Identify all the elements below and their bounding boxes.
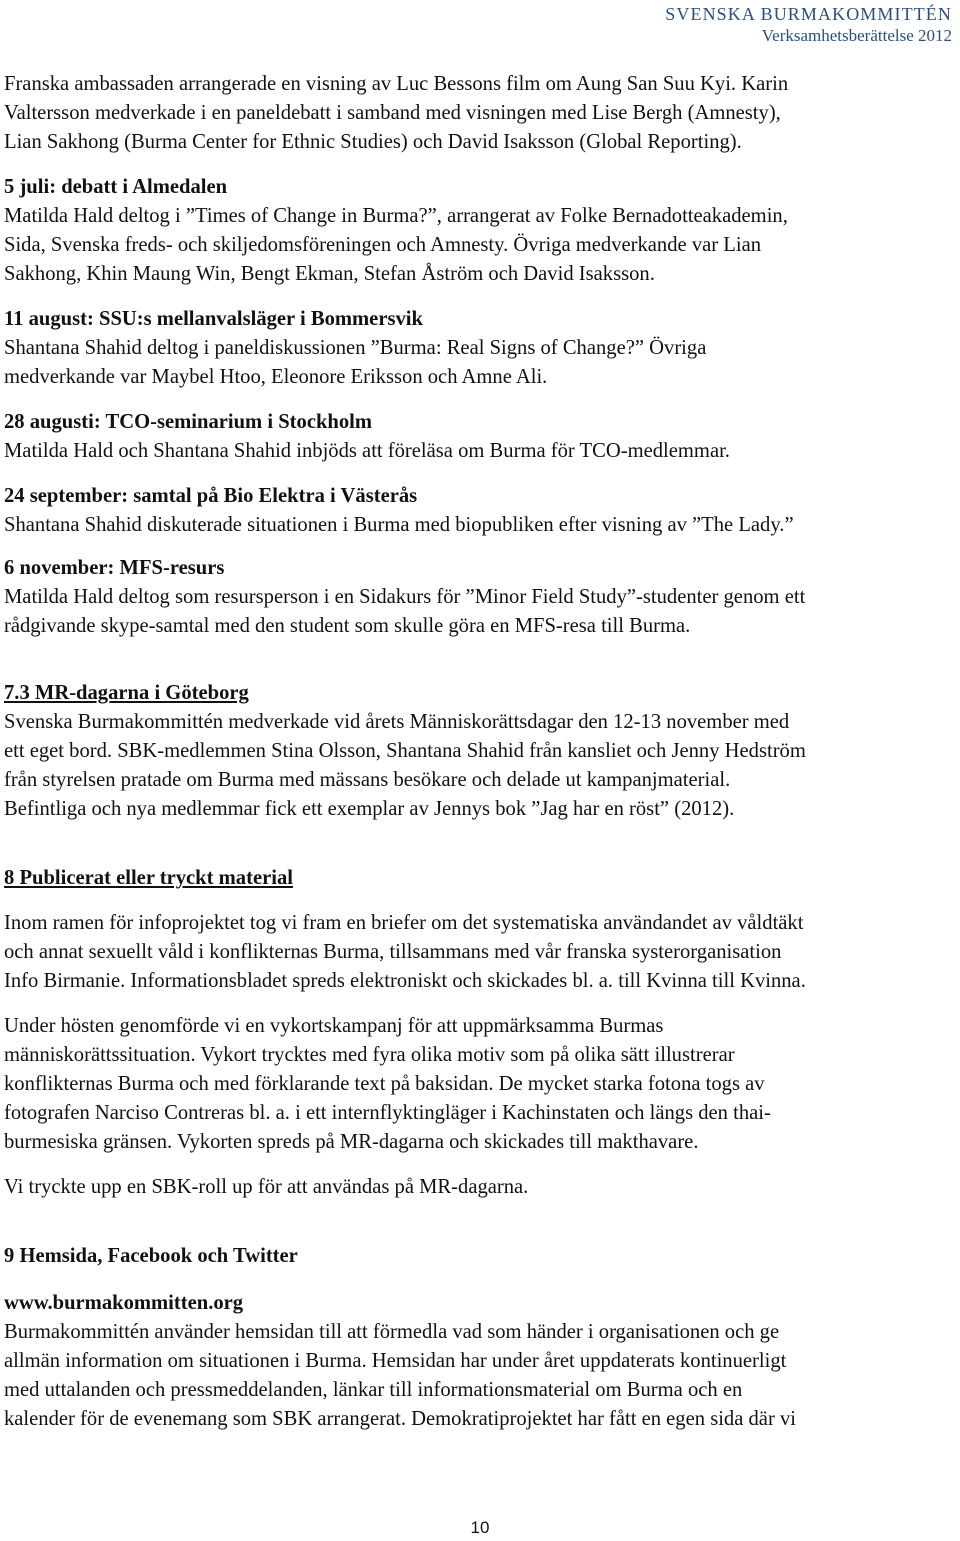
- page-body: [4, 70, 954, 1434]
- text-line: Matilda Hald deltog i ”Times of Change in Burma?”, arrangerat av Folke Bernadotteakademin,: [4, 205, 788, 227]
- text-line: människorättssituation. Vykort trycktes med fyra olika motiv som på olika sätt illustrerar: [4, 1044, 735, 1066]
- text-line: konflikternas Burma och med förklarande text på baksidan. De mycket starka fotona togs av: [4, 1073, 765, 1095]
- text-line: Info Birmanie. Informationsbladet spreds elektroniskt och skickades bl. a. till Kvinna till Kvinna.: [4, 970, 806, 992]
- event-tco: [4, 408, 954, 466]
- section-heading: 7.3 MR-dagarna i Göteborg: [4, 682, 249, 704]
- section-9-heading-para: [4, 1242, 954, 1271]
- page-number: 10: [470, 1518, 490, 1537]
- section-heading: 9 Hemsida, Facebook och Twitter: [4, 1245, 298, 1267]
- text-line: med uttalanden och pressmeddelanden, länkar till informationsmaterial om Burma och en: [4, 1379, 743, 1401]
- text-line: Sakhong, Khin Maung Win, Bengt Ekman, Stefan Åström och David Isaksson.: [4, 263, 655, 285]
- text-line: Burmakommittén använder hemsidan till att förmedla vad som händer i organisationen och ge: [4, 1321, 780, 1343]
- event-heading: 6 november: MFS-resurs: [4, 557, 225, 579]
- section-8-para-1: [4, 909, 954, 996]
- event-heading: 11 august: SSU:s mellanvalsläger i Bommersvik: [4, 308, 423, 330]
- text-line: Matilda Hald och Shantana Shahid inbjöds att föreläsa om Burma för TCO-medlemmar.: [4, 440, 730, 462]
- text-line: Under hösten genomförde vi en vykortskampanj för att uppmärksamma Burmas: [4, 1015, 664, 1037]
- text-line: fotografen Narciso Contreras bl. a. i ett internflyktingläger i Kachinstaten och längs den thai-: [4, 1102, 771, 1124]
- text-line: ett eget bord. SBK-medlemmen Stina Olsson, Shantana Shahid från kansliet och Jenny Hedström: [4, 740, 806, 762]
- event-almedalen: [4, 173, 954, 289]
- event-bommersvik: [4, 305, 954, 392]
- event-heading: 28 augusti: TCO-seminarium i Stockholm: [4, 411, 373, 433]
- text-line: Svenska Burmakommittén medverkade vid årets Människorättsdagar den 12-13 november med: [4, 711, 790, 733]
- event-mfs: [4, 554, 954, 641]
- text-line: allmän information om situationen i Burma. Hemsidan har under året uppdaterats kontinuerligt: [4, 1350, 787, 1372]
- intro-paragraph: [4, 70, 954, 157]
- section-7-3: [4, 679, 954, 824]
- section-8-para-2: [4, 1012, 954, 1157]
- text-line: Sida, Svenska freds- och skiljedomsföreningen och Amnesty. Övriga medverkande var Lian: [4, 234, 762, 256]
- text-line: kalender för de evenemang som SBK arrangerat. Demokratiprojektet har fått en egen sida där vi: [4, 1408, 796, 1430]
- section-heading: 8 Publicerat eller tryckt material: [4, 867, 293, 889]
- text-line: Inom ramen för infoprojektet tog vi fram en briefer om det systematiska användandet av våldtäkt: [4, 912, 804, 934]
- section-8-para-3: [4, 1173, 954, 1202]
- section-9-body: [4, 1289, 954, 1434]
- text-line: medverkande var Maybel Htoo, Eleonore Eriksson och Amne Ali.: [4, 366, 548, 388]
- text-line: från styrelsen pratade om Burma med mässans besökare och delade ut kampanjmaterial.: [4, 769, 731, 791]
- header-report-title: Verksamhetsberättelse 2012: [761, 26, 952, 45]
- running-header: [665, 3, 952, 46]
- text-line: Valtersson medverkade i en paneldebatt i samband med visningen med Lise Bergh (Amnesty),: [4, 102, 781, 124]
- text-line: rådgivande skype-samtal med den student som skulle göra en MFS-resa till Burma.: [4, 615, 691, 637]
- section-8-heading-para: [4, 864, 954, 893]
- event-heading: 5 juli: debatt i Almedalen: [4, 176, 228, 198]
- text-line: Shantana Shahid diskuterade situationen i Burma med biopubliken efter visning av ”The Lady.”: [4, 514, 794, 536]
- event-heading: 24 september: samtal på Bio Elektra i Västerås: [4, 485, 418, 507]
- header-org: SVENSKA BURMAKOMMITTÉN: [665, 4, 952, 24]
- text-line: Matilda Hald deltog som resursperson i en Sidakurs för ”Minor Field Study”-studenter genom ett: [4, 586, 806, 608]
- text-line: burmesiska gränsen. Vykorten spreds på MR-dagarna och skickades till makthavare.: [4, 1131, 699, 1153]
- text-line: Befintliga och nya medlemmar fick ett exemplar av Jennys bok ”Jag har en röst” (2012).: [4, 798, 735, 820]
- website-subheading: www.burmakommitten.org: [4, 1292, 244, 1314]
- text-line: Franska ambassaden arrangerade en visning av Luc Bessons film om Aung San Suu Kyi. Karin: [4, 73, 789, 95]
- text-line: Vi tryckte upp en SBK-roll up för att användas på MR-dagarna.: [4, 1176, 529, 1198]
- text-line: Shantana Shahid deltog i paneldiskussionen ”Burma: Real Signs of Change?” Övriga: [4, 337, 707, 359]
- text-line: och annat sexuellt våld i konflikternas Burma, tillsammans med vår franska systerorganisation: [4, 941, 782, 963]
- text-line: Lian Sakhong (Burma Center for Ethnic Studies) och David Isaksson (Global Reporting).: [4, 131, 742, 153]
- event-bio-elektra: [4, 482, 954, 540]
